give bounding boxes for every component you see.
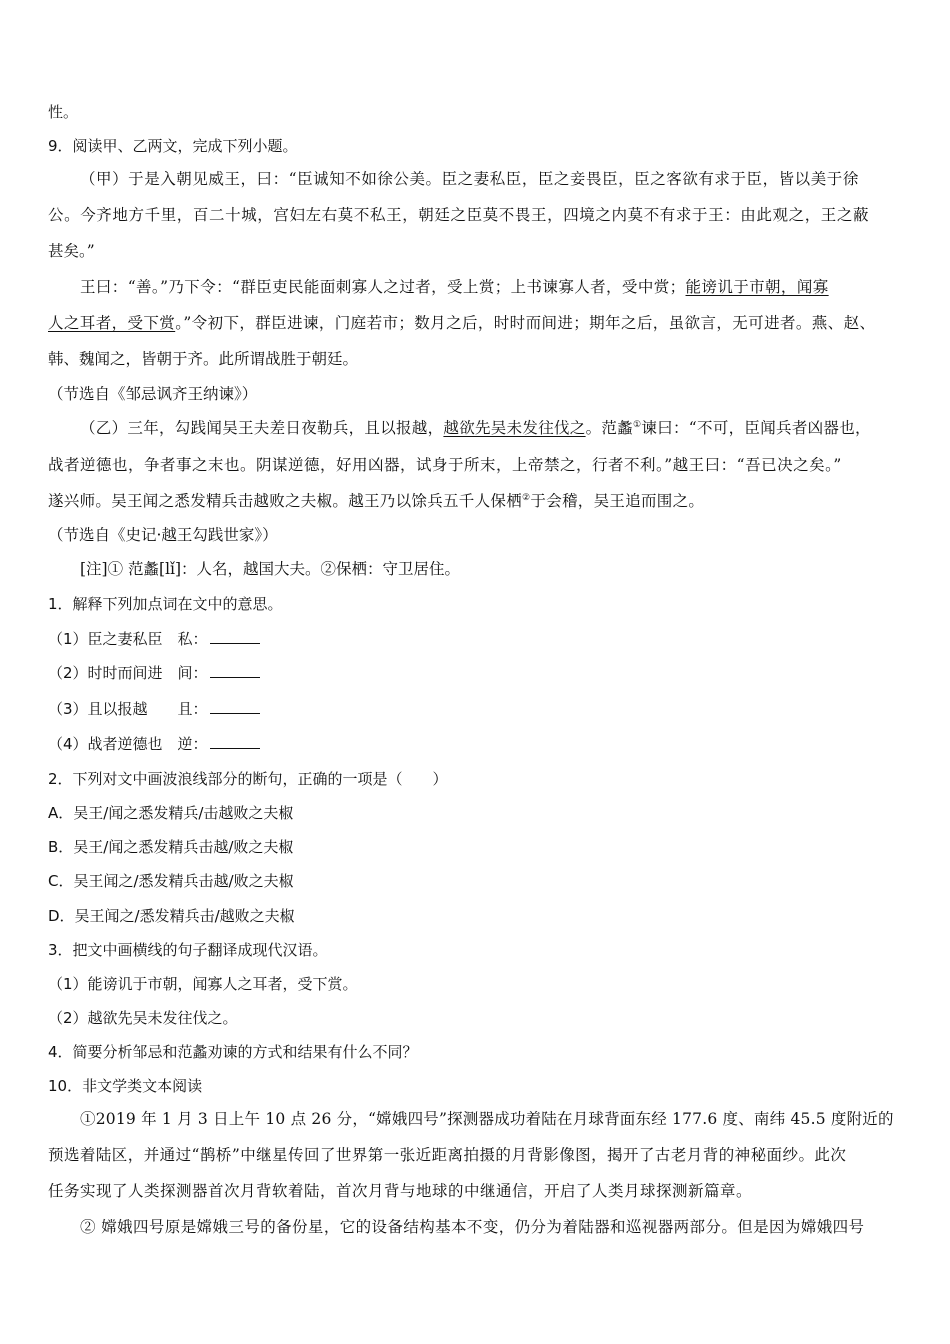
passage-text: 。”令初下，群臣进谏，门庭若市；数月之后，时时而间进；期年之后，虽欲言，无可进者。燕、赵、 [175, 314, 876, 332]
passage-yi-line [48, 490, 950, 512]
item-text: （2）时时而间进 间： [48, 664, 208, 682]
item-text: （4）战者逆德也 逆： [48, 735, 208, 753]
passage-jia-line: 公。今齐地方千里，百二十城，宫妇左右莫不私王，朝廷之臣莫不畏王，四境之内莫不有求于王：由此观之，王之蔽 [48, 206, 870, 224]
option-b[interactable]: B．吴王/闻之悉发精兵击越/败之夫椒 [48, 838, 294, 856]
question-1-item [48, 698, 950, 720]
option-c[interactable]: C．吴王闻之/悉发精兵击越/败之夫椒 [48, 872, 294, 890]
question-2: 2．下列对文中画波浪线部分的断句，正确的一项是（ ） [48, 770, 448, 788]
article-paragraph-line: ①2019 年 1 月 3 日上午 10 点 26 分，“嫦娥四号”探测器成功着陆在月球背面东经 177.6 度、南纬 45.5 度附近的 [80, 1110, 894, 1128]
passage-yi-line [80, 417, 950, 439]
question-1-item [48, 733, 950, 755]
passage-text: 王曰：“善。”乃下令：“群臣吏民能面刺寡人之过者，受上赏；上书谏寡人者，受中赏； [80, 278, 686, 296]
question-3-item: （2）越欲先吴未发往伐之。 [48, 1009, 238, 1027]
passage-jia-line: 韩、魏闻之，皆朝于齐。此所谓战胜于朝廷。 [48, 350, 359, 368]
item-text: （1）臣之妻私臣 私： [48, 630, 208, 648]
question-3: 3．把文中画横线的句子翻译成现代汉语。 [48, 941, 328, 959]
footnote-marker: ① [633, 419, 642, 430]
answer-blank[interactable] [210, 628, 260, 644]
underlined-sentence: 人之耳者，受下赏 [48, 314, 176, 332]
question-1: 1．解释下列加点词在文中的意思。 [48, 595, 283, 613]
item-text: （3）且以报越 且： [48, 700, 208, 718]
answer-blank[interactable] [210, 698, 260, 714]
underlined-sentence: 能谤讥于市朝，闻寡 [685, 278, 829, 296]
passage-text: 谏曰：“不可，臣闻兵者凶器也， [641, 419, 871, 437]
footnote-marker: ② [522, 492, 531, 503]
question-1-item [48, 662, 950, 684]
answer-blank[interactable] [210, 662, 260, 678]
article-paragraph-line: 预选着陆区，并通过“鹊桥”中继星传回了世界第一张近距离拍摄的月背影像图，揭开了古老月背的神秘面纱。此次 [48, 1146, 847, 1164]
passage-jia-line [80, 276, 950, 298]
footnote: [注]① 范蠡[lǐ]：人名，越国大夫。②保栖：守卫居住。 [80, 560, 461, 578]
passage-text: （乙）三年，勾践闻吴王夫差日夜勒兵，且以报越， [80, 419, 444, 437]
source-citation: （节选自《史记·越王勾践世家》） [48, 526, 278, 544]
option-d[interactable]: D．吴王闻之/悉发精兵击/越败之夫椒 [48, 907, 295, 925]
question-heading: 9．阅读甲、乙两文，完成下列小题。 [48, 137, 298, 155]
answer-blank[interactable] [210, 733, 260, 749]
passage-text: 遂兴师。吴王闻之悉发精兵击越败之夫椒。越王乃以馀兵五千人保栖 [48, 492, 523, 510]
passage-text: 。范蠡 [585, 419, 634, 437]
passage-jia-line: （甲）于是入朝见威王，曰：“臣诚知不如徐公美。臣之妻私臣，臣之妾畏臣，臣之客欲有求于臣，皆以美于徐 [80, 170, 859, 188]
text-line: 性。 [48, 103, 79, 121]
question-heading: 10．非文学类文本阅读 [48, 1077, 203, 1095]
passage-yi-line: 战者逆德也，争者事之末也。阴谋逆德，好用凶器，试身于所末，上帝禁之，行者不利。”越王曰：“吾已决之矣。” [48, 456, 842, 474]
passage-jia-line [48, 312, 950, 334]
article-paragraph-line: ② 嫦娥四号原是嫦娥三号的备份星，它的设备结构基本不变，仍分为着陆器和巡视器两部分。但是因为嫦娥四号 [80, 1218, 865, 1236]
option-a[interactable]: A．吴王/闻之悉发精兵/击越败之夫椒 [48, 804, 294, 822]
underlined-sentence: 越欲先吴未发往伐之 [443, 419, 586, 437]
passage-text: 于会稽，吴王追而围之。 [530, 492, 705, 510]
source-citation: （节选自《邹忌讽齐王纳谏》） [48, 385, 258, 403]
passage-jia-line: 甚矣。” [48, 242, 95, 260]
article-paragraph-line: 任务实现了人类探测器首次月背软着陆，首次月背与地球的中继通信，开启了人类月球探测新篇章。 [48, 1182, 753, 1200]
question-4: 4．简要分析邹忌和范蠡劝谏的方式和结果有什么不同？ [48, 1043, 418, 1061]
question-1-item [48, 628, 950, 650]
question-3-item: （1）能谤讥于市朝，闻寡人之耳者，受下赏。 [48, 975, 358, 993]
